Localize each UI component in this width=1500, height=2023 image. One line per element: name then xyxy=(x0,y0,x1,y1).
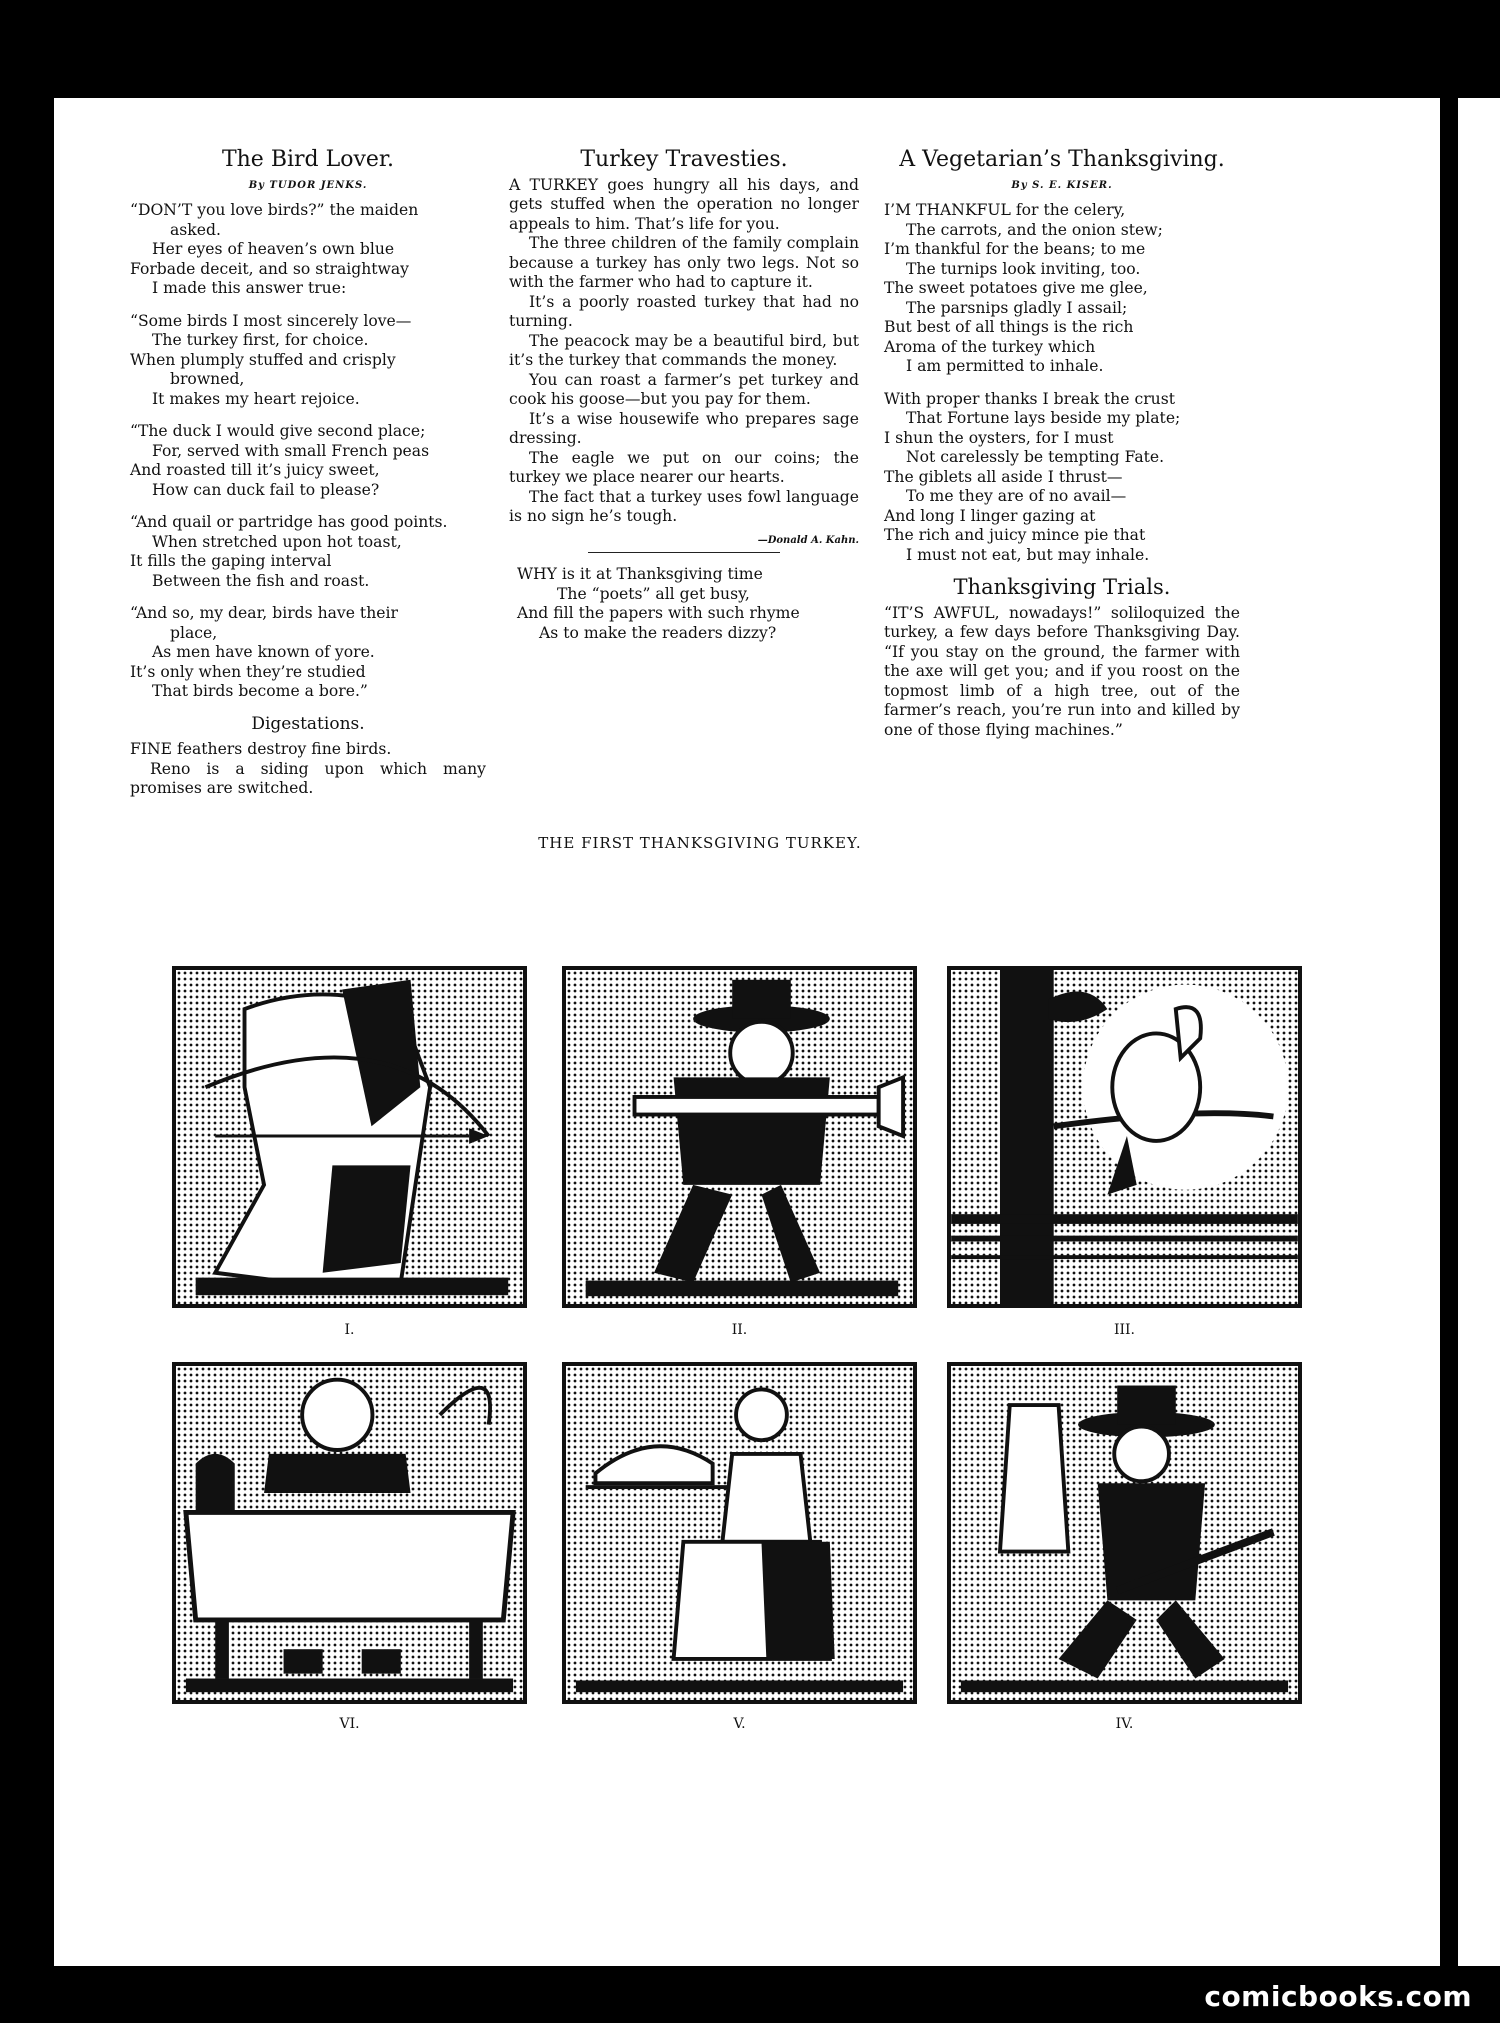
verse-line: As to make the readers dizzy? xyxy=(539,623,777,642)
verse-line: The parsnips gladly I assail; xyxy=(906,298,1128,317)
paragraph: The eagle we put on our coins; the turkey we place nearer our hearts. xyxy=(509,448,859,486)
adjacent-page-edge xyxy=(1458,98,1500,1966)
column-turkey-travesties xyxy=(509,147,859,656)
stanza xyxy=(130,422,486,500)
paragraph: “IT’S AWFUL, nowadays!” soliloquized the turkey, a few days before Thanksgiving Day. “If you stay on the ground, the farmer with the axe will get you; and if you roost on the topmost limb of a high tree, out of the farmer’s reach, you’re run into and killed by one of those flying machines.” xyxy=(884,603,1240,739)
verse-line: “And so, my dear, birds have their xyxy=(130,604,398,622)
verse-line: I’m thankful for the beans; to me xyxy=(884,240,1146,258)
verse-line: And long I linger gazing at xyxy=(884,506,1096,525)
stanza xyxy=(884,201,1240,377)
verse-line: It’s only when they’re studied xyxy=(130,662,366,681)
comic-panel-3 xyxy=(947,966,1302,1308)
verse-line: The rich and juicy mince pie that xyxy=(884,526,1146,544)
stanza xyxy=(130,604,486,702)
verse-line: And fill the papers with such rhyme xyxy=(517,604,800,622)
verse-line: That birds become a bore.” xyxy=(152,682,368,700)
verse-line: The carrots, and the onion stew; xyxy=(906,220,1163,239)
comic-panel-1 xyxy=(172,966,527,1308)
verse-line: “And quail or partridge has good points. xyxy=(130,513,448,531)
verse-line: Not carelessly be tempting Fate. xyxy=(906,448,1165,466)
verse-line: The sweet potatoes give me glee, xyxy=(884,279,1148,297)
title-turkey-travesties: Turkey Travesties. xyxy=(580,147,788,172)
verse-line: How can duck fail to please? xyxy=(152,480,380,499)
verse-line: place, xyxy=(170,623,218,642)
verse-line: “The duck I would give second place; xyxy=(130,422,426,440)
verse-line: I must not eat, but may inhale. xyxy=(906,545,1150,564)
verse-line: browned, xyxy=(170,370,245,388)
verse-line: When stretched upon hot toast, xyxy=(152,532,402,551)
panel-label: VI. xyxy=(339,1716,360,1732)
verse-line: asked. xyxy=(170,220,221,239)
verse-line: To me they are of no avail— xyxy=(906,487,1127,505)
turkey-in-tree-illustration xyxy=(951,970,1298,1304)
subtitle-thanksgiving-trials: Thanksgiving Trials. xyxy=(953,575,1171,599)
stanza xyxy=(130,201,486,299)
paragraph: The peacock may be a beautiful bird, but it’s the turkey that commands the money. xyxy=(509,331,859,369)
panel-label: I. xyxy=(344,1322,355,1338)
stanza xyxy=(884,390,1240,566)
byline-se-kiser: By S. E. KISER. xyxy=(1011,179,1113,191)
comic-panel-4 xyxy=(172,1362,527,1704)
panel-label: IV. xyxy=(1115,1716,1134,1732)
pilgrim-with-blunderbuss-illustration xyxy=(566,970,913,1304)
verse-line: With proper thanks I break the crust xyxy=(884,389,1175,408)
verse-line: The turnips look inviting, too. xyxy=(906,259,1141,278)
verse-line: For, served with small French peas xyxy=(152,441,430,460)
byline-tudor-jenks: By TUDOR JENKS. xyxy=(248,179,368,191)
panel-label: V. xyxy=(733,1716,746,1732)
stanza xyxy=(130,312,486,410)
comic-panel-6 xyxy=(947,1362,1302,1704)
verse-line: When plumply stuffed and crisply xyxy=(130,350,396,369)
stanza xyxy=(130,513,486,591)
signature-donald-kahn: —Donald A. Kahn. xyxy=(757,534,859,546)
diner-at-table-illustration xyxy=(176,1366,523,1700)
comic-title: THE FIRST THANKSGIVING TURKEY. xyxy=(538,834,862,852)
watermark: comicbooks.com xyxy=(1204,1980,1472,2013)
verse-line: It fills the gaping interval xyxy=(130,552,332,570)
verse-line: “Some birds I most sincerely love— xyxy=(130,311,412,330)
stanza xyxy=(509,565,859,643)
comic-panel-5 xyxy=(562,1362,917,1704)
column-vegetarians-thanksgiving xyxy=(884,147,1240,740)
verse-line: The “poets” all get busy, xyxy=(557,584,750,603)
verse-line: Aroma of the turkey which xyxy=(884,337,1096,356)
paragraph: The three children of the family complain because a turkey has only two legs. Not so with the farmer who had to capture it. xyxy=(509,234,859,291)
verse-line: As men have known of yore. xyxy=(152,643,375,661)
verse-line: I made this answer true: xyxy=(152,279,347,297)
paragraph: A TURKEY goes hungry all his days, and gets stuffed when the operation no longer appeals to him. That’s life for you. xyxy=(509,175,859,233)
verse-line: I am permitted to inhale. xyxy=(906,357,1104,375)
panel-label: II. xyxy=(731,1322,748,1338)
paragraph: It’s a wise housewife who prepares sage dressing. xyxy=(509,409,859,447)
verse-line: The giblets all aside I thrust— xyxy=(884,467,1123,486)
archer-illustration xyxy=(176,970,523,1304)
verse-line: Her eyes of heaven’s own blue xyxy=(152,240,395,258)
verse-line: Between the fish and roast. xyxy=(152,571,370,590)
paragraph: FINE feathers destroy fine birds. xyxy=(130,740,392,758)
paragraph: You can roast a farmer’s pet turkey and cook his goose—but you pay for them. xyxy=(509,370,859,408)
verse-line: It makes my heart rejoice. xyxy=(152,389,360,408)
verse-line: Forbade deceit, and so straightway xyxy=(130,259,409,278)
paragraph: The fact that a turkey uses fowl language is no sign he’s tough. xyxy=(509,487,859,525)
divider xyxy=(588,552,781,553)
subtitle-digestations: Digestations. xyxy=(251,713,365,734)
paragraph: It’s a poorly roasted turkey that had no turning. xyxy=(509,292,859,330)
verse-line: I shun the oysters, for I must xyxy=(884,428,1114,447)
verse-line: WHY is it at Thanksgiving time xyxy=(517,565,763,583)
title-vegetarians-thanksgiving: A Vegetarian’s Thanksgiving. xyxy=(899,147,1225,172)
pilgrim-carrying-turkey-illustration xyxy=(951,1366,1298,1700)
paragraph: Reno is a siding upon which many promises are switched. xyxy=(130,759,486,797)
verse-line: And roasted till it’s juicy sweet, xyxy=(130,461,380,479)
verse-line: The turkey first, for choice. xyxy=(152,331,369,349)
panel-label: III. xyxy=(1113,1322,1136,1338)
column-bird-lover xyxy=(130,147,486,799)
comic-panel-2 xyxy=(562,966,917,1308)
woman-serving-turkey-illustration xyxy=(566,1366,913,1700)
verse-line: I’M THANKFUL for the celery, xyxy=(884,201,1126,219)
verse-line: But best of all things is the rich xyxy=(884,318,1134,336)
verse-line: That Fortune lays beside my plate; xyxy=(906,409,1181,427)
title-bird-lover: The Bird Lover. xyxy=(221,147,395,172)
verse-line: “DON’T you love birds?” the maiden xyxy=(130,201,419,219)
